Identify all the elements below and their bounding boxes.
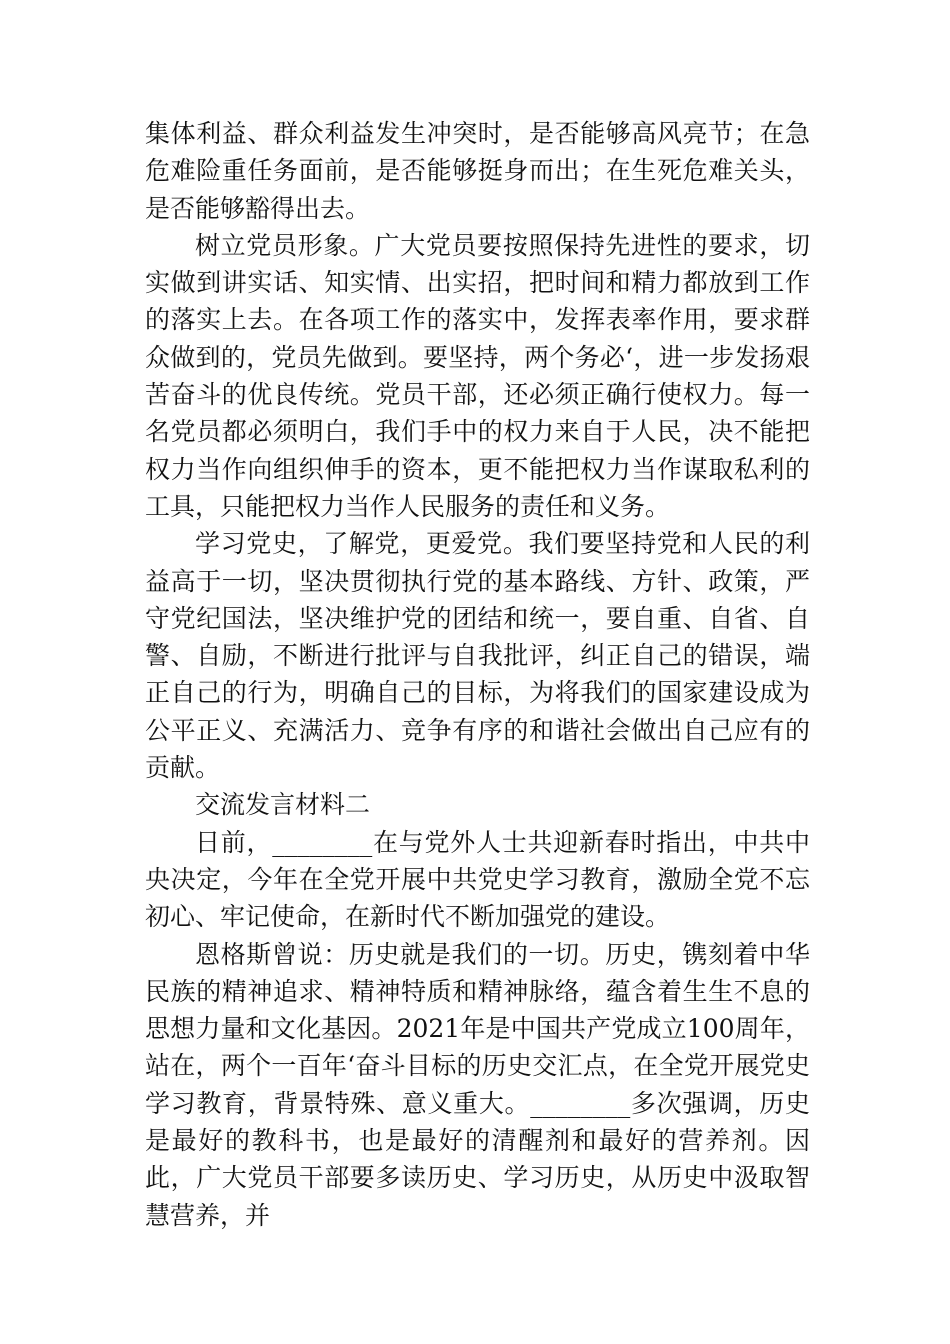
- paragraph-study-party-history: 学习党史，了解党，更爱党。我们要坚持党和人民的利益高于一切，坚决贯彻执行党的基本路线、方针、政策，严守党纪国法，坚决维护党的团结和统一，要自重、自省、自警、自励，不断进行批评与自我批评，纠正自己的错误，端正自己的行为，明确自己的目标，为将我们的国家建设成为公平正义、充满活力、竞争有序的和谐社会做出自己应有的贡献。: [145, 529, 810, 783]
- section-heading: 交流发言材料二: [195, 790, 371, 820]
- paragraph-party-member-image: 树立党员形象。广大党员要按照保持先进性的要求，切实做到讲实话、知实情、出实招，把时间和精力都放到工作的落实上去。在各项工作的落实中，发挥表率作用，要求群众做到的，党员先做到。要坚持，两个务必‘，进一步发扬艰苦奋斗的优良传统。党员干部，还必须正确行使权力。每一名党员都必须明白，我们手中的权力来自于人民，决不能把权力当作向组织伸手的资本，更不能把权力当作谋取私利的工具，只能把权力当作人民服务的责任和义务。: [145, 230, 810, 521]
- document-page: [145, 115, 810, 1234]
- paragraph-recently: 日前，________在与党外人士共迎新春时指出，中共中央决定，今年在全党开展中共党史学习教育，激励全党不忘初心、牢记使命，在新时代不断加强党的建设。: [145, 827, 810, 932]
- paragraph-engels-quote: 恩格斯曾说：历史就是我们的一切。历史，镌刻着中华民族的精神追求、精神特质和精神脉络，蕴含着生生不息的思想力量和文化基因。2021年是中国共产党成立100周年，站在，两个一百年‘奋斗目标的历史交汇点，在全党开展党史学习教育，背景特殊、意义重大。________多次强调，历史是最好的教科书，也是最好的清醒剂和最好的营养剂。因此，广大党员干部要多读历史、学习历史，从历史中汲取智慧营养，并: [145, 939, 810, 1230]
- paragraph-continuation: 集体利益、群众利益发生冲突时，是否能够高风亮节；在急危难险重任务面前，是否能够挺身而出；在生死危难关头，是否能够豁得出去。: [145, 119, 810, 223]
